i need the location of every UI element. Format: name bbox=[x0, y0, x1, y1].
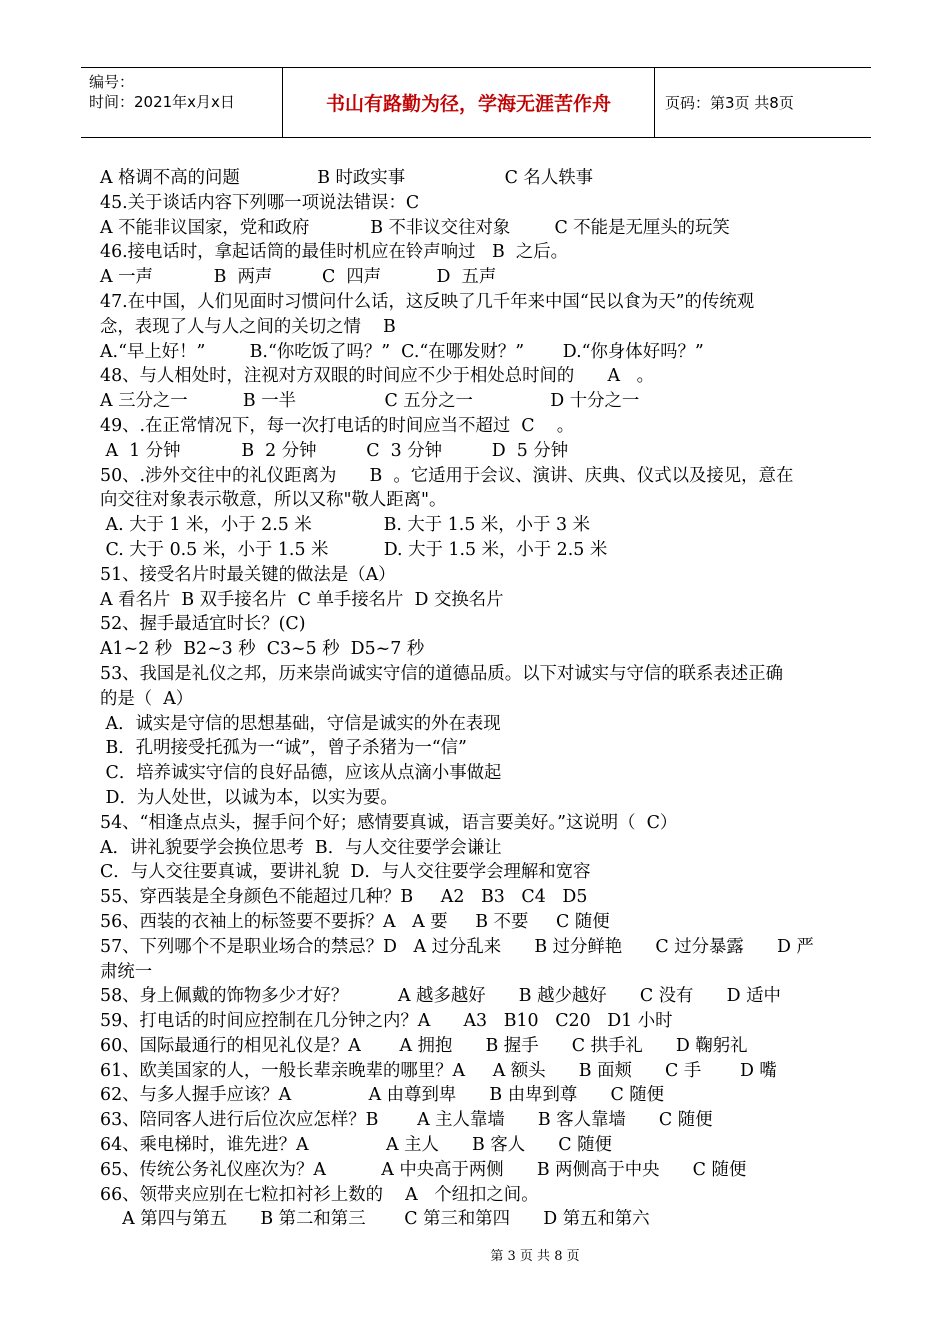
header-meta bbox=[81, 68, 283, 137]
text-line: 53、我国是礼仪之邦，历来崇尚诚实守信的道德品质。以下对诚实与守信的联系表述正确 bbox=[100, 663, 783, 684]
text-line: A 看名片 B 双手接名片 C 单手接名片 D 交换名片 bbox=[100, 589, 504, 610]
text-line: 50、.涉外交往中的礼仪距离为 B 。它适用于会议、演讲、庆典、仪式以及接见，意在 bbox=[100, 465, 794, 486]
text-line: 55、穿西装是全身颜色不能超过几种？B A2 B3 C4 D5 bbox=[100, 887, 588, 908]
text-line: A 格调不高的问题 B 时政实事 C 名人轶事 bbox=[100, 168, 593, 188]
text-line: A 1 分钟 B 2 分钟 C 3 分钟 D 5 分钟 bbox=[100, 440, 569, 461]
text-line: B．孔明接受托孤为一“诚”，曾子杀猪为一“信” bbox=[100, 738, 467, 759]
text-line: 49、.在正常情况下，每一次打电话的时间应当不超过 C 。 bbox=[100, 415, 575, 436]
document-time-label: 时间：2021年x月x日 bbox=[89, 93, 235, 111]
text-line: 54、“相逢点点头，握手问个好；感情要真诚，语言要美好。”这说明（ C） bbox=[100, 812, 678, 833]
text-line: 56、西装的衣袖上的标签要不要拆？A A 要 B 不要 C 随便 bbox=[100, 911, 610, 932]
text-line: A.“早上好！” B.“你吃饭了吗？” C.“在哪发财？” D.“你身体好吗？” bbox=[100, 341, 704, 362]
text-line: 47.在中国，人们见面时习惯问什么话，这反映了几千年来中国“民以食为天”的传统观 bbox=[100, 291, 755, 312]
text-line: 65、传统公务礼仪座次为？A A 中央高于两侧 B 两侧高于中央 C 随便 bbox=[100, 1159, 747, 1180]
text-line: 51、接受名片时最关键的做法是（A） bbox=[100, 564, 396, 585]
text-line: 60、国际最通行的相见礼仪是？A A 拥抱 B 握手 C 拱手礼 D 鞠躬礼 bbox=[100, 1035, 748, 1056]
text-line: C．培养诚实守信的良好品德，应该从点滴小事做起 bbox=[100, 763, 502, 784]
text-line: A．诚实是守信的思想基础，守信是诚实的外在表现 bbox=[100, 713, 501, 734]
text-line: 57、下列哪个不是职业场合的禁忌？D A 过分乱来 B 过分鲜艳 C 过分暴露 D 严 bbox=[100, 936, 814, 957]
text-line: 59、打电话的时间应控制在几分钟之内？A A3 B10 C20 D1 小时 bbox=[100, 1011, 673, 1032]
text-line: A．讲礼貌要学会换位思考 B．与人交往要学会谦让 bbox=[100, 837, 502, 858]
text-line: 46.接电话时，拿起话筒的最佳时机应在铃声响过 B 之后。 bbox=[100, 242, 569, 263]
text-line: A 一声 B 两声 C 四声 D 五声 bbox=[100, 267, 497, 288]
text-line: D．为人处世，以诚为本，以实为要。 bbox=[100, 787, 398, 808]
header-page-label: 页码：第3页 共8页 bbox=[665, 94, 794, 112]
text-line: 52、握手最适宜时长？(C) bbox=[100, 614, 306, 635]
text-line: 45.关于谈话内容下列哪一项说法错误：C bbox=[100, 192, 420, 213]
text-line: 的是（ A） bbox=[100, 688, 194, 709]
text-line: A 三分之一 B 一半 C 五分之一 D 十分之一 bbox=[100, 391, 640, 412]
text-line: 63、陪同客人进行后位次应怎样？B A 主人靠墙 B 客人靠墙 C 随便 bbox=[100, 1110, 713, 1131]
text-line: A. 大于 1 米，小于 2.5 米 B. 大于 1.5 米，小于 3 米 bbox=[100, 515, 590, 536]
text-line: 念，表现了人与人之间的关切之情 B bbox=[100, 316, 396, 337]
text-line: 66、领带夹应别在七粒扣衬衫上数的 A 个纽扣之间。 bbox=[100, 1184, 539, 1205]
document-number-label: 编号： bbox=[89, 73, 135, 91]
text-line: 64、乘电梯时，谁先进？A A 主人 B 客人 C 随便 bbox=[100, 1135, 612, 1156]
text-line: C. 大于 0.5 米，小于 1.5 米 D. 大于 1.5 米，小于 2.5 米 bbox=[100, 539, 608, 560]
text-line: 58、身上佩戴的饰物多少才好？ A 越多越好 B 越少越好 C 没有 D 适中 bbox=[100, 986, 781, 1007]
text-line: 向交往对象表示敬意，所以又称"敬人距离"。 bbox=[100, 490, 447, 511]
document-body bbox=[100, 166, 860, 1232]
page-header bbox=[81, 67, 871, 138]
page-footer: 第 3 页 共 8 页 bbox=[490, 1249, 580, 1264]
text-line: A1~2 秒 B2~3 秒 C3~5 秒 D5~7 秒 bbox=[100, 639, 425, 660]
text-line: C．与人交往要真诚，要讲礼貌 D．与人交往要学会理解和宽容 bbox=[100, 862, 591, 883]
text-line: A 不能非议国家，党和政府 B 不非议交往对象 C 不能是无厘头的玩笑 bbox=[100, 217, 730, 238]
text-line: 肃统一 bbox=[100, 961, 153, 982]
header-motto: 书山有路勤为径，学海无涯苦作舟 bbox=[283, 68, 655, 137]
text-line: 62、与多人握手应该？A A 由尊到卑 B 由卑到尊 C 随便 bbox=[100, 1085, 665, 1106]
text-line: A 第四与第五 B 第二和第三 C 第三和第四 D 第五和第六 bbox=[100, 1209, 650, 1230]
text-line: 48、与人相处时，注视对方双眼的时间应不少于相处总时间的 A 。 bbox=[100, 366, 654, 387]
text-line: 61、欧美国家的人，一般长辈亲晚辈的哪里？A A 额头 B 面颊 C 手 D 嘴 bbox=[100, 1060, 777, 1081]
